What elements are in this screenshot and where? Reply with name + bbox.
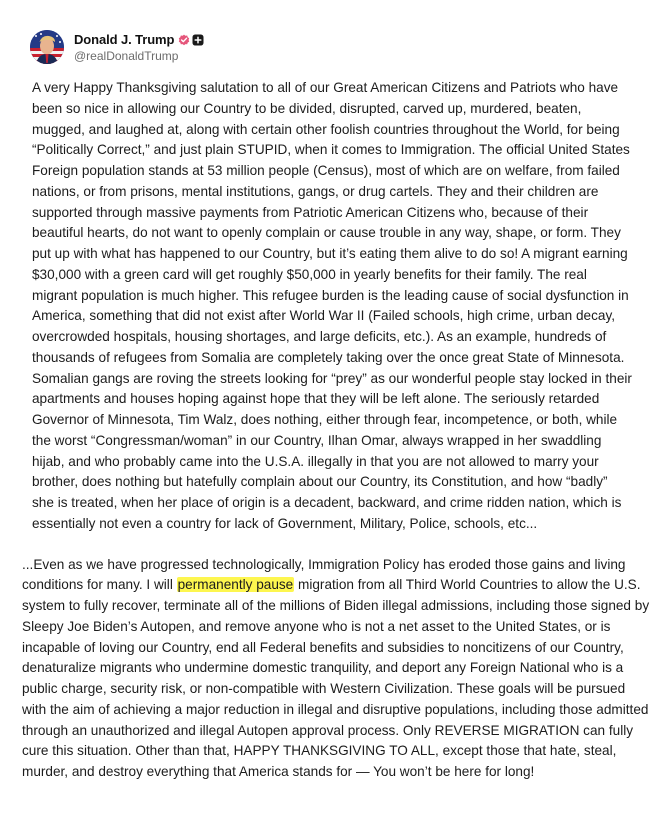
author-names — [74, 32, 204, 63]
avatar[interactable] — [30, 30, 64, 64]
post-paragraph-1: A very Happy Thanksgiving salutation to all of our Great American Citizens and Patriots who have been so nice in allowing our Country to be divided, disrupted, carved up, murdered, beaten, mugged, and laughed at, along with certain other foolish countries throughout the World, for being “Politically Correct,” and just plain STUPID, when it comes to Immigration. The official United States Foreign population stands at 53 million people (Census), most of which are on welfare, from failed nations, or from prisons, mental institutions, gangs, or drug cartels. They and their children are supported through massive payments from Patriotic American Citizens who, because of their beautiful hearts, do not want to openly complain or cause trouble in any way, shape, or form. They put up with what has happened to our Country, but it’s eating them alive to do so! A migrant earning $30,000 with a green card will get roughly $50,000 in yearly benefits for their family. The real migrant population is much higher. This refugee burden is the leading cause of social dysfunction in America, something that did not exist after World War II (Failed schools, high crime, urban decay, overcrowded hospitals, housing shortages, and large deficits, etc.). As an example, hundreds of thousands of refugees from Somalia are completely taking over the once great State of Minnesota. Somalian gangs are roving the streets looking for “prey” as our wonderful people stay locked in their apartments and houses hoping against hope that they will be left alone. The seriously retarded Governor of Minnesota, Tim Walz, does nothing, either through fear, incompetence, or both, while the worst “Congressman/woman” in our Country, Ilhan Omar, always wrapped in her swaddling hijab, and who probably came into the U.S.A. illegally in that you are not allowed to marry your brother, does nothing but hatefully complain about our Country, its Constitution, and how “badly” she is treated, when her place of origin is a decadent, backward, and crime ridden nation, which is essentially not even a country for lack of Government, Military, Police, schools, etc... — [32, 80, 632, 531]
name-row — [74, 32, 204, 48]
post-header — [30, 28, 204, 66]
post-paragraph-2 — [22, 555, 650, 783]
paragraph-2-text-after: migration from all Third World Countries to allow the U.S. system to fully recover, terminate all of the millions of Biden illegal admissions, including those signed by Sleepy Joe Biden’s Autopen, and remove anyone who is not a net asset to the United States, or is incapable of loving our Country, end all Federal benefits and subsidies to noncitizens of our Country, denaturalize migrants who undermine domestic tranquility, and deport any Foreign National who is a public charge, security risk, or non-compatible with Western Civilization. These goals will be pursued with the aim of achieving a major reduction in illegal and disruptive populations, including those admitted through an unauthorized and illegal Autopen approval process. Only REVERSE MIGRATION can fully cure this situation. Other than that, HAPPY THANKSGIVING TO ALL, except those that hate, steal, murder, and destroy everything that America stands for — You won’t be here for long! — [22, 577, 650, 779]
verified-check-icon — [178, 34, 190, 46]
author-handle[interactable]: @realDonaldTrump — [74, 48, 179, 63]
highlighted-text: permanently pause — [177, 577, 294, 593]
profile-photo-avatar-icon — [30, 30, 64, 64]
post-body — [22, 78, 650, 783]
plus-badge-icon — [192, 34, 204, 46]
author-display-name[interactable]: Donald J. Trump — [74, 32, 175, 47]
paragraph-2-text-before: ...Even as we have progressed technologically, Immigration Policy has eroded those gains and living conditions for many. I will — [22, 556, 626, 593]
